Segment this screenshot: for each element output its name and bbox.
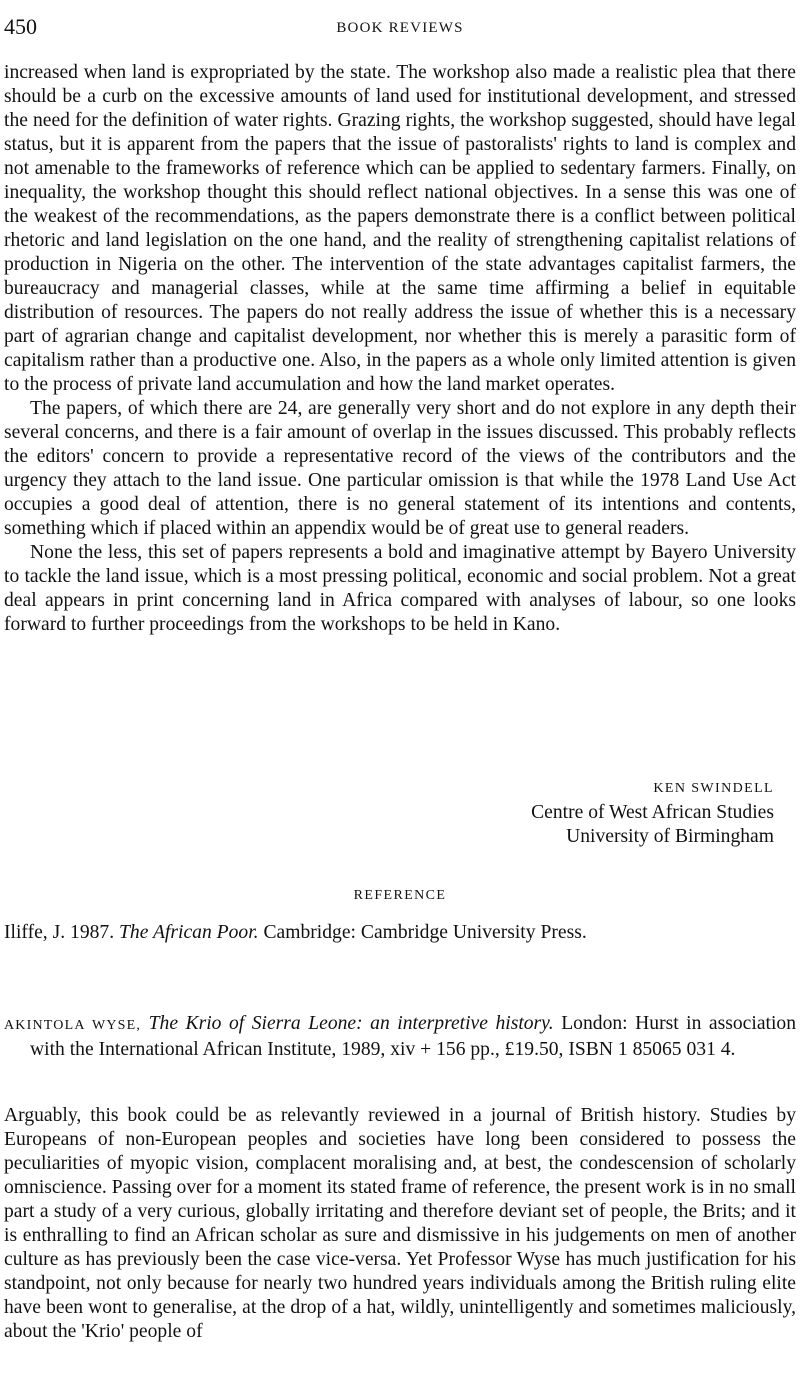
paragraph: Arguably, this book could be as relevantly reviewed in a journal of British history. Studies by Europeans of non-European peoples and societies have long been considered to possess the peculiarities of myopic vision, complacent moralising and, at best, the condescension of scholarly omniscience. Passing over for a moment its stated frame of reference, the present work is in no small part a study of a very curious, globally irritating and therefore deviant set of people, the Brits; and it is enthralling to find an African scholar as sure and dismissive in his judgements on men of another culture as has previously been the case vice-versa. Yet Professor Wyse has much justification for his standpoint, not only because for nearly two hundred years individuals among the British ruling elite have been wont to generalise, at the drop of a hat, wildly, unintelligently and sometimes maliciously, about the 'Krio' people of — [4, 1105, 796, 1342]
reference-publisher: Cambridge: Cambridge University Press. — [263, 922, 587, 943]
reference-title: The African Poor. — [119, 922, 259, 943]
journal-page — [4, 0, 796, 1376]
previous-review-text — [4, 61, 796, 637]
book-author: AKINTOLA WYSE, — [4, 1018, 142, 1033]
running-head — [4, 14, 796, 44]
reviewer-affiliation: Centre of West African Studies — [531, 802, 774, 823]
page-number: 450 — [4, 14, 37, 39]
section-title: BOOK REVIEWS — [336, 20, 464, 36]
reviewer-institution: University of Birmingham — [566, 826, 774, 847]
book-citation — [4, 1012, 796, 1062]
reviewer-name: KEN SWINDELL — [653, 781, 774, 796]
new-review-text — [4, 1104, 796, 1344]
book-details: London: Hurst in association with the International African Institute, 1989, xiv + 156 pp., £19.50, ISBN 1 85065 031 4. — [30, 1013, 796, 1060]
paragraph: The papers, of which there are 24, are generally very short and do not explore in any depth their several concerns, and there is a fair amount of overlap in the issues discussed. This probably reflects the editors' concern to provide a representative record of the views of the contributors and the urgency they attach to the land issue. One particular omission is that while the 1978 Land Use Act occupies a good deal of attention, there is no general statement of its intentions and contents, something which if placed within an appendix would be of great use to general readers. — [4, 398, 796, 539]
reference-entry — [4, 921, 796, 945]
reviewer-signature — [531, 777, 774, 849]
book-title: The Krio of Sierra Leone: an interpretive history. — [148, 1013, 554, 1034]
reference-heading: REFERENCE — [353, 888, 447, 903]
paragraph: None the less, this set of papers represents a bold and imaginative attempt by Bayero University to tackle the land issue, which is a most pressing political, economic and social problem. Not a great deal appears in print concerning land in Africa compared with analyses of labour, so one looks forward to further proceedings from the workshops to be held in Kano. — [4, 542, 796, 635]
reference-author-year: Iliffe, J. 1987. — [4, 922, 115, 943]
paragraph: increased when land is expropriated by the state. The workshop also made a realistic plea that there should be a curb on the excessive amounts of land used for institutional development, and stressed the need for the definition of water rights. Grazing rights, the workshop suggested, should have legal status, but it is apparent from the papers that the issue of pastoralists' rights to land is complex and not amenable to the frameworks of reference which can be applied to sedentary farmers. Finally, on inequality, the workshop thought this should reflect national objectives. In a sense this was one of the weakest of the recommendations, as the papers demonstrate there is a conflict between political rhetoric and land legislation on the one hand, and the reality of strengthening capitalist relations of production in Nigeria on the other. The intervention of the state advantages capitalist farmers, the bureaucracy and managerial classes, while at the same time affirming a belief in equitable distribution of resources. The papers do not really address the issue of whether this is a necessary part of agrarian change and capitalist development, nor whether this is merely a parasitic form of capitalism rather than a productive one. Also, in the papers as a whole only limited attention is given to the process of private land accumulation and how the land market operates. — [4, 62, 796, 395]
